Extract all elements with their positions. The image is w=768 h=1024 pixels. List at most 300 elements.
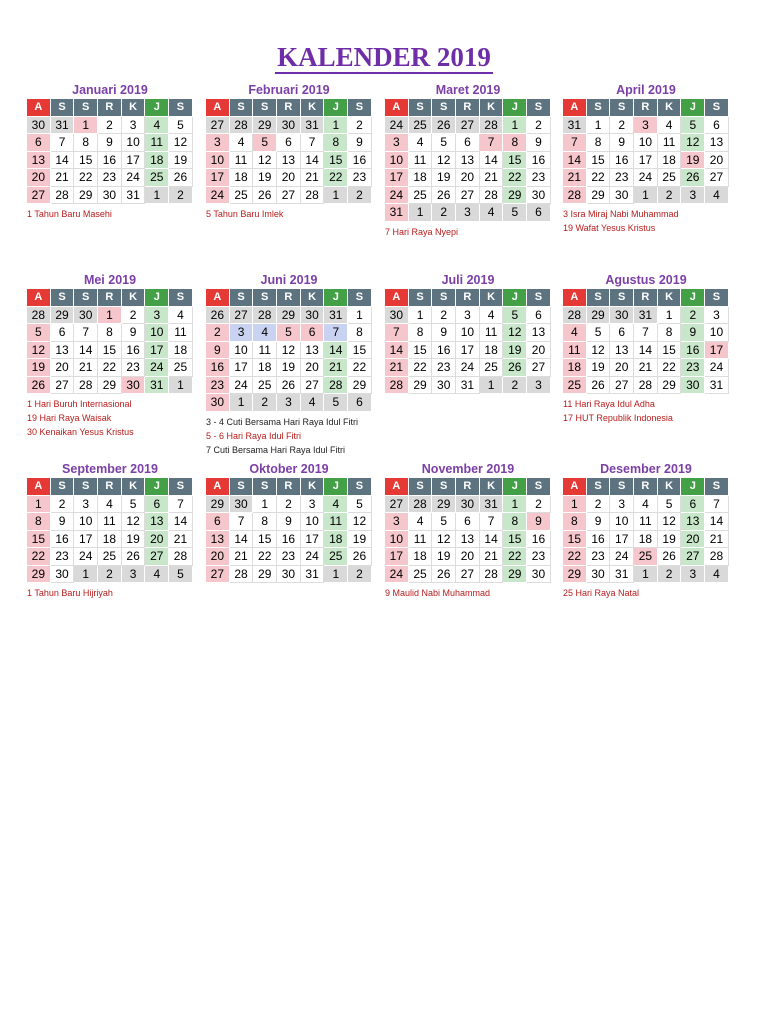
day-cell: 30 (610, 187, 634, 205)
day-cell: 29 (253, 566, 277, 584)
day-cell: 19 (432, 548, 456, 566)
day-cell-other-month: 31 (51, 117, 75, 135)
day-cell: 4 (98, 496, 122, 514)
weekday-header: S (610, 478, 634, 496)
day-cell: 6 (705, 117, 729, 135)
month-september-2019 (27, 461, 193, 600)
day-cell-other-month: 30 (385, 307, 409, 325)
day-cell-other-month: 27 (230, 307, 254, 325)
day-cell: 10 (634, 134, 658, 152)
day-cell: 27 (456, 566, 480, 584)
day-cell-other-month: 29 (253, 117, 277, 135)
weekday-header: A (563, 289, 587, 307)
day-cell: 1 (503, 117, 527, 135)
day-cell: 5 (432, 513, 456, 531)
day-cell: 23 (51, 548, 75, 566)
day-cell-other-month: 3 (122, 566, 146, 584)
day-cell: 8 (74, 134, 98, 152)
day-cell: 15 (503, 152, 527, 170)
holiday-note: 19 Hari Raya Waisak (27, 413, 112, 423)
weekday-header: S (527, 289, 551, 307)
month-title: Desember 2019 (600, 462, 692, 476)
day-cell: 31 (145, 377, 169, 395)
day-cell: 23 (277, 548, 301, 566)
weekday-header: A (206, 478, 230, 496)
weekday-header: S (432, 99, 456, 117)
day-cell: 5 (658, 496, 682, 514)
day-cell: 19 (122, 531, 146, 549)
day-cell: 19 (169, 152, 193, 170)
day-cell: 11 (169, 324, 193, 342)
weekday-header: S (348, 99, 372, 117)
weekday-header: S (432, 289, 456, 307)
day-cell: 15 (348, 342, 372, 360)
day-cell: 9 (206, 342, 230, 360)
month-desember-2019 (563, 461, 729, 600)
day-cell: 12 (277, 342, 301, 360)
day-cell: 10 (385, 152, 409, 170)
month-mei-2019 (27, 272, 193, 439)
day-cell: 13 (456, 152, 480, 170)
day-cell: 3 (610, 496, 634, 514)
day-cell: 27 (681, 548, 705, 566)
day-cell: 19 (253, 169, 277, 187)
day-cell: 17 (122, 152, 146, 170)
day-cell: 1 (587, 117, 611, 135)
day-cell: 9 (348, 134, 372, 152)
day-cell-other-month: 3 (527, 377, 551, 395)
day-cell: 6 (456, 134, 480, 152)
weekday-header: K (122, 289, 146, 307)
day-cell: 20 (610, 359, 634, 377)
day-cell: 7 (705, 496, 729, 514)
day-cell: 17 (385, 169, 409, 187)
page-title: KALENDER 2019 (277, 42, 491, 72)
day-cell: 5 (253, 134, 277, 152)
day-cell: 26 (253, 187, 277, 205)
day-cell: 9 (122, 324, 146, 342)
day-cell: 22 (27, 548, 51, 566)
day-cell: 26 (681, 169, 705, 187)
weekday-header: S (74, 99, 98, 117)
day-cell: 10 (385, 531, 409, 549)
weekday-header: J (145, 289, 169, 307)
day-cell: 25 (480, 359, 504, 377)
day-cell-other-month: 28 (230, 117, 254, 135)
day-cell: 7 (480, 513, 504, 531)
day-cell: 17 (74, 531, 98, 549)
weekday-header: A (27, 99, 51, 117)
weekday-header: J (324, 289, 348, 307)
day-cell: 28 (634, 377, 658, 395)
holiday-notes (385, 586, 551, 600)
day-cell: 14 (634, 342, 658, 360)
day-cell: 8 (587, 134, 611, 152)
day-cell-other-month: 1 (324, 187, 348, 205)
day-cell: 25 (230, 187, 254, 205)
day-cell: 4 (634, 496, 658, 514)
weekday-header: S (51, 99, 75, 117)
day-cell: 29 (27, 566, 51, 584)
day-cell: 3 (634, 117, 658, 135)
day-cell: 26 (348, 548, 372, 566)
day-cell: 8 (27, 513, 51, 531)
day-cell: 2 (610, 117, 634, 135)
day-cell: 13 (681, 513, 705, 531)
day-cell: 19 (432, 169, 456, 187)
day-cell: 28 (563, 187, 587, 205)
weekday-header: R (634, 478, 658, 496)
weekday-header: A (27, 289, 51, 307)
day-cell: 23 (527, 169, 551, 187)
day-cell: 21 (705, 531, 729, 549)
weekday-header: J (503, 478, 527, 496)
month-april-2019 (563, 82, 729, 235)
day-cell-other-month: 30 (74, 307, 98, 325)
day-cell: 11 (480, 324, 504, 342)
month-title: September 2019 (62, 462, 158, 476)
month-maret-2019 (385, 82, 551, 239)
day-cell: 23 (122, 359, 146, 377)
day-cell: 14 (301, 152, 325, 170)
day-cell: 24 (230, 377, 254, 395)
day-cell: 16 (348, 152, 372, 170)
day-cell: 7 (385, 324, 409, 342)
day-cell: 1 (324, 117, 348, 135)
day-cell: 8 (563, 513, 587, 531)
day-cell: 8 (503, 513, 527, 531)
day-cell-other-month: 29 (432, 496, 456, 514)
day-cell-other-month: 31 (324, 307, 348, 325)
weekday-header: S (348, 478, 372, 496)
day-cell-other-month: 3 (681, 187, 705, 205)
day-cell-other-month: 4 (480, 204, 504, 222)
day-cell: 21 (634, 359, 658, 377)
day-cell: 1 (74, 117, 98, 135)
month-grid (27, 478, 193, 583)
day-cell: 19 (27, 359, 51, 377)
holiday-note: 1 Tahun Baru Masehi (27, 209, 112, 219)
day-cell: 21 (74, 359, 98, 377)
day-cell: 29 (348, 377, 372, 395)
day-cell: 27 (206, 566, 230, 584)
day-cell: 23 (206, 377, 230, 395)
weekday-header: K (122, 478, 146, 496)
day-cell: 17 (705, 342, 729, 360)
day-cell: 7 (480, 134, 504, 152)
day-cell: 24 (385, 566, 409, 584)
day-cell: 23 (432, 359, 456, 377)
day-cell: 11 (658, 134, 682, 152)
day-cell: 17 (610, 531, 634, 549)
day-cell: 16 (681, 342, 705, 360)
month-grid (206, 99, 372, 204)
day-cell: 17 (145, 342, 169, 360)
day-cell: 11 (409, 152, 433, 170)
day-cell: 23 (348, 169, 372, 187)
weekday-header: A (385, 289, 409, 307)
day-cell: 1 (563, 496, 587, 514)
day-cell: 15 (324, 152, 348, 170)
day-cell: 12 (503, 324, 527, 342)
day-cell: 28 (230, 566, 254, 584)
day-cell: 22 (563, 548, 587, 566)
day-cell: 14 (563, 152, 587, 170)
day-cell: 9 (277, 513, 301, 531)
day-cell: 22 (658, 359, 682, 377)
day-cell: 15 (74, 152, 98, 170)
day-cell: 5 (27, 324, 51, 342)
weekday-header: S (253, 99, 277, 117)
weekday-header: K (658, 289, 682, 307)
day-cell: 17 (634, 152, 658, 170)
day-cell: 21 (480, 169, 504, 187)
day-cell: 18 (409, 169, 433, 187)
day-cell: 27 (277, 187, 301, 205)
day-cell-other-month: 25 (409, 117, 433, 135)
day-cell: 13 (456, 531, 480, 549)
day-cell: 13 (145, 513, 169, 531)
day-cell-other-month: 2 (98, 566, 122, 584)
day-cell: 6 (610, 324, 634, 342)
day-cell: 4 (480, 307, 504, 325)
weekday-header: S (527, 478, 551, 496)
day-cell: 17 (230, 359, 254, 377)
day-cell-other-month: 1 (324, 566, 348, 584)
day-cell: 6 (206, 513, 230, 531)
weekday-header: K (301, 99, 325, 117)
day-cell: 21 (301, 169, 325, 187)
day-cell: 6 (51, 324, 75, 342)
day-cell: 9 (51, 513, 75, 531)
weekday-header: R (634, 99, 658, 117)
weekday-header: R (98, 289, 122, 307)
holiday-notes (206, 415, 372, 457)
day-cell: 10 (230, 342, 254, 360)
day-cell-other-month: 1 (169, 377, 193, 395)
weekday-header: K (301, 478, 325, 496)
day-cell: 7 (51, 134, 75, 152)
day-cell: 16 (432, 342, 456, 360)
day-cell: 26 (503, 359, 527, 377)
day-cell: 4 (658, 117, 682, 135)
day-cell: 3 (301, 496, 325, 514)
day-cell: 1 (27, 496, 51, 514)
day-cell: 3 (206, 134, 230, 152)
day-cell-other-month: 2 (348, 566, 372, 584)
day-cell-other-month: 30 (301, 307, 325, 325)
holiday-notes (563, 207, 729, 235)
day-cell: 7 (563, 134, 587, 152)
day-cell: 16 (206, 359, 230, 377)
weekday-header: A (385, 478, 409, 496)
weekday-header: S (587, 289, 611, 307)
day-cell: 18 (253, 359, 277, 377)
day-cell: 30 (277, 566, 301, 584)
day-cell: 21 (51, 169, 75, 187)
day-cell-other-month: 27 (456, 117, 480, 135)
day-cell: 24 (456, 359, 480, 377)
day-cell: 22 (324, 169, 348, 187)
day-cell: 13 (206, 531, 230, 549)
day-cell: 9 (587, 513, 611, 531)
day-cell: 6 (145, 496, 169, 514)
day-cell-other-month: 30 (230, 496, 254, 514)
day-cell: 28 (51, 187, 75, 205)
day-cell: 16 (122, 342, 146, 360)
day-cell: 3 (122, 117, 146, 135)
weekday-header: R (277, 289, 301, 307)
day-cell: 25 (324, 548, 348, 566)
weekday-header: K (658, 478, 682, 496)
weekday-header: K (122, 99, 146, 117)
weekday-header: S (169, 478, 193, 496)
weekday-header: S (705, 289, 729, 307)
day-cell: 3 (145, 307, 169, 325)
day-cell: 26 (432, 566, 456, 584)
day-cell: 28 (74, 377, 98, 395)
day-cell: 27 (610, 377, 634, 395)
day-cell: 31 (705, 377, 729, 395)
day-cell: 28 (480, 187, 504, 205)
day-cell: 19 (277, 359, 301, 377)
day-cell-other-month: 27 (206, 117, 230, 135)
weekday-header: R (98, 478, 122, 496)
holiday-note: 9 Maulid Nabi Muhammad (385, 588, 491, 598)
day-cell-other-month: 5 (169, 566, 193, 584)
day-cell: 18 (480, 342, 504, 360)
day-cell: 9 (610, 134, 634, 152)
weekday-header: K (658, 99, 682, 117)
weekday-header: S (610, 289, 634, 307)
weekday-header: R (277, 99, 301, 117)
day-cell: 25 (145, 169, 169, 187)
month-grid (563, 99, 729, 204)
day-cell: 2 (681, 307, 705, 325)
day-cell: 23 (681, 359, 705, 377)
day-cell: 10 (74, 513, 98, 531)
day-cell: 19 (658, 531, 682, 549)
day-cell: 14 (705, 513, 729, 531)
day-cell: 4 (409, 134, 433, 152)
weekday-header: K (480, 99, 504, 117)
day-cell: 6 (527, 307, 551, 325)
weekday-header: K (301, 289, 325, 307)
day-cell: 18 (145, 152, 169, 170)
day-cell: 17 (385, 548, 409, 566)
day-cell: 31 (456, 377, 480, 395)
weekday-header: S (169, 99, 193, 117)
day-cell: 31 (385, 204, 409, 222)
day-cell: 8 (253, 513, 277, 531)
day-cell: 1 (348, 307, 372, 325)
day-cell: 27 (456, 187, 480, 205)
day-cell: 8 (658, 324, 682, 342)
day-cell: 9 (527, 513, 551, 531)
day-cell: 21 (324, 359, 348, 377)
day-cell: 16 (51, 531, 75, 549)
day-cell: 13 (705, 134, 729, 152)
day-cell: 6 (681, 496, 705, 514)
day-cell: 10 (610, 513, 634, 531)
day-cell: 23 (527, 548, 551, 566)
day-cell: 12 (27, 342, 51, 360)
day-cell: 9 (527, 134, 551, 152)
day-cell-other-month: 31 (563, 117, 587, 135)
weekday-header: A (385, 99, 409, 117)
day-cell: 22 (503, 548, 527, 566)
day-cell: 28 (385, 377, 409, 395)
day-cell: 20 (456, 548, 480, 566)
day-cell: 20 (527, 342, 551, 360)
day-cell: 30 (681, 377, 705, 395)
day-cell: 20 (681, 531, 705, 549)
day-cell: 7 (74, 324, 98, 342)
weekday-header: S (230, 289, 254, 307)
weekday-header: S (230, 478, 254, 496)
month-title: April 2019 (616, 83, 676, 97)
day-cell-other-month: 28 (563, 307, 587, 325)
day-cell: 11 (145, 134, 169, 152)
weekday-header: J (503, 99, 527, 117)
day-cell-other-month: 2 (658, 187, 682, 205)
day-cell-other-month: 1 (634, 187, 658, 205)
day-cell-other-month: 29 (51, 307, 75, 325)
day-cell: 25 (98, 548, 122, 566)
day-cell: 15 (587, 152, 611, 170)
day-cell: 18 (230, 169, 254, 187)
month-grid (27, 99, 193, 204)
day-cell: 30 (587, 566, 611, 584)
month-grid (206, 478, 372, 583)
day-cell: 4 (563, 324, 587, 342)
day-cell: 11 (563, 342, 587, 360)
day-cell: 6 (277, 134, 301, 152)
day-cell: 30 (527, 187, 551, 205)
day-cell: 31 (301, 566, 325, 584)
day-cell: 8 (324, 134, 348, 152)
month-februari-2019 (206, 82, 372, 221)
month-grid (563, 289, 729, 394)
day-cell: 7 (301, 134, 325, 152)
day-cell: 4 (324, 496, 348, 514)
day-cell: 30 (51, 566, 75, 584)
holiday-note: 17 HUT Republik Indonesia (563, 413, 673, 423)
day-cell: 10 (145, 324, 169, 342)
day-cell: 21 (385, 359, 409, 377)
day-cell: 16 (587, 531, 611, 549)
holiday-note: 19 Wafat Yesus Kristus (563, 223, 656, 233)
day-cell: 29 (503, 187, 527, 205)
month-grid (563, 478, 729, 583)
month-grid (385, 289, 551, 394)
day-cell: 22 (348, 359, 372, 377)
day-cell: 16 (610, 152, 634, 170)
day-cell: 21 (480, 548, 504, 566)
day-cell: 15 (503, 531, 527, 549)
month-title: Juni 2019 (260, 273, 318, 287)
holiday-note: 5 - 6 Hari Raya Idul Fitri (206, 430, 302, 441)
weekday-header: J (681, 289, 705, 307)
day-cell: 24 (610, 548, 634, 566)
day-cell-other-month: 6 (348, 394, 372, 412)
day-cell: 7 (230, 513, 254, 531)
day-cell-other-month: 26 (206, 307, 230, 325)
day-cell: 20 (27, 169, 51, 187)
weekday-header: R (456, 99, 480, 117)
day-cell: 27 (705, 169, 729, 187)
month-oktober-2019 (206, 461, 372, 586)
